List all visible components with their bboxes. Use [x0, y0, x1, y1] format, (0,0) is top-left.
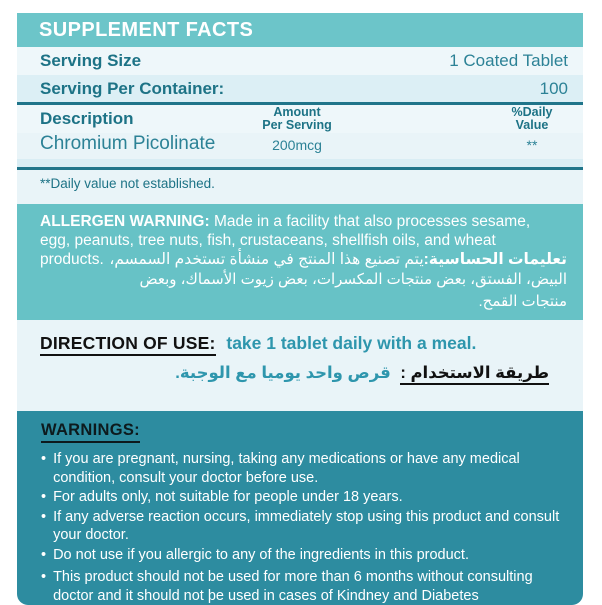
supplement-label-panel — [17, 13, 583, 604]
direction-arabic-label: طريقة الاستخدام : — [400, 364, 549, 385]
allergen-title: ALLERGEN WARNING: — [40, 213, 210, 230]
bullet-icon: • — [41, 569, 47, 585]
column-header-daily-value: %Daily Value — [511, 105, 553, 132]
direction-english-label: DIRECTION OF USE: — [40, 333, 216, 356]
allergen-arabic-line-1: تعليمات الحساسية:يتم تصنيع هذا المنتج في منشأة تستخدم السمسم، — [109, 251, 567, 268]
ingredient-name: Chromium Picolinate — [40, 133, 216, 154]
direction-arabic-line — [40, 363, 549, 383]
allergen-arabic-line-2: البيض، الفستق، بعض منتجات المكسرات، بعض زيوت الأسماك، وبعض — [139, 271, 567, 288]
ingredient-amount: 200mcg — [272, 137, 322, 153]
ingredient-daily-value: ** — [526, 137, 538, 153]
column-header-description: Description — [40, 109, 134, 128]
allergen-english-end: products. — [40, 251, 104, 268]
bullet-icon: • — [41, 451, 47, 467]
servings-per-container-row — [17, 75, 583, 102]
warnings-title: WARNINGS: — [41, 421, 140, 443]
allergen-arabic-line-3: منتجات القمح. — [478, 292, 567, 310]
bullet-icon: • — [41, 489, 47, 505]
bullet-icon: • — [41, 508, 47, 525]
warning-item: • Do not use if you allergic to any of the ingredients in this product. — [41, 546, 469, 563]
warning-item: • If you are pregnant, nursing, taking any medications or have any medical condition, consult your doctor before use. — [41, 451, 520, 486]
column-header-amount: Amount Per Serving — [262, 105, 332, 132]
bullet-icon: • — [41, 546, 47, 563]
daily-value-footnote: **Daily value not established. — [40, 176, 215, 191]
servings-per-container-label: Serving Per Container: — [40, 78, 225, 98]
direction-english-text: take 1 tablet daily with a meal. — [226, 333, 477, 353]
nutrient-table-row — [17, 133, 583, 159]
warning-item: • This product should not be used for more than 6 months without consulting doctor and it should not þe used in cases of Kindney and Diabetes — [41, 569, 533, 604]
nutrient-table-header — [17, 105, 583, 133]
allergen-line-3 — [40, 250, 567, 269]
servings-per-container-value: 100 — [539, 78, 568, 98]
direction-arabic-text: قرص واحد يوميا مع الوجبة. — [175, 364, 391, 382]
supplement-facts-title: SUPPLEMENT FACTS — [39, 18, 254, 41]
supplement-facts-header-bar — [17, 13, 583, 47]
allergen-line-2: egg, peanuts, tree nuts, fish, crustaceans, shellfish oils, and wheat — [40, 232, 496, 249]
allergen-line-1: ALLERGEN WARNING: Made in a facility that also processes sesame, — [40, 213, 531, 230]
row-stripe — [17, 159, 583, 167]
direction-of-use-section — [17, 320, 583, 411]
warnings-section — [17, 411, 583, 605]
serving-size-label: Serving Size — [40, 51, 142, 70]
allergen-warning-section — [17, 204, 583, 320]
warning-item: • For adults only, not suitable for people under 18 years. — [41, 489, 403, 505]
serving-size-value: 1 Coated Tablet — [449, 51, 568, 70]
warning-item: • If any adverse reaction occurs, immediately stop using this product and consult your doctor. — [41, 508, 560, 543]
direction-english-line — [40, 333, 549, 354]
serving-size-row — [17, 47, 583, 75]
